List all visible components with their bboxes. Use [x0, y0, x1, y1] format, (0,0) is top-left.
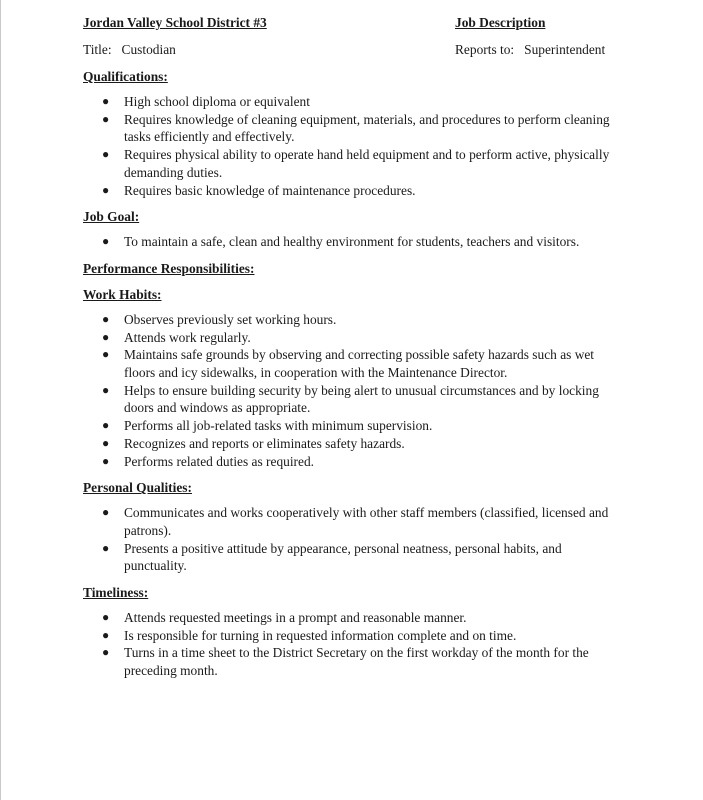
- bullet-icon: ●: [102, 347, 110, 362]
- list-item: ● Performs all job-related tasks with minimum supervision.: [102, 418, 433, 434]
- qualifications-heading: Qualifications:: [83, 69, 168, 84]
- page-edge: [0, 0, 1, 800]
- bullet-icon: ●: [102, 147, 110, 162]
- qualifications-list: [83, 93, 643, 199]
- reports-to: [455, 40, 605, 60]
- timeliness-heading: Timeliness:: [83, 585, 149, 601]
- bullet-icon: ●: [102, 645, 110, 660]
- list-item: ● Recognizes and reports or eliminates safety hazards.: [102, 435, 405, 451]
- list-item: ● Requires basic knowledge of maintenance procedures.: [102, 182, 416, 198]
- timeliness-list: [83, 609, 643, 680]
- bullet-icon: ●: [102, 627, 110, 642]
- document-type: Job Description: [455, 15, 546, 30]
- work-habits-list: [83, 311, 643, 470]
- list-item: ● To maintain a safe, clean and healthy environment for students, teachers and visitors.: [102, 234, 580, 250]
- reports-label: Reports to:: [455, 42, 515, 57]
- work-habits-heading: Work Habits:: [83, 286, 162, 302]
- list-item: ● Communicates and works cooperatively with other staff members (classified, licensed and patrons).: [102, 505, 609, 538]
- list-item: ● Attends requested meetings in a prompt and reasonable manner.: [102, 610, 467, 626]
- title-row: [83, 40, 643, 60]
- bullet-icon: ●: [102, 453, 110, 468]
- bullet-icon: ●: [102, 94, 110, 108]
- bullet-icon: ●: [102, 540, 110, 555]
- list-item: ● High school diploma or equivalent: [102, 94, 310, 109]
- bullet-icon: ●: [102, 111, 110, 126]
- bullet-icon: ●: [102, 435, 110, 450]
- document-page: [83, 13, 643, 680]
- list-item: ● Attends work regularly.: [102, 329, 251, 345]
- bullet-icon: ●: [102, 610, 110, 625]
- list-item: ● Requires knowledge of cleaning equipment, materials, and procedures to perform cleaning tasks efficiently and effectively.: [102, 111, 610, 145]
- title-label: Title:: [83, 42, 112, 57]
- list-item: ● Performs related duties as required.: [102, 453, 315, 469]
- job-goal-list: [83, 233, 643, 251]
- personal-qualities-list: [83, 504, 643, 575]
- district-name: Jordan Valley School District #3: [83, 15, 267, 30]
- job-goal-heading: Job Goal:: [83, 209, 140, 225]
- bullet-icon: ●: [102, 382, 110, 397]
- bullet-icon: ●: [102, 182, 110, 197]
- list-item: ● Presents a positive attitude by appearance, personal neatness, personal habits, and punctuality.: [102, 540, 562, 574]
- bullet-icon: ●: [102, 234, 110, 249]
- list-item: ● Requires physical ability to operate hand held equipment and to perform active, physically demanding duties.: [102, 147, 610, 180]
- list-item: ● Helps to ensure building security by being alert to unusual circumstances and by locking doors and windows as appropriate.: [102, 382, 599, 416]
- reports-value: Superintendent: [524, 42, 606, 57]
- job-title: [83, 40, 176, 60]
- bullet-icon: ●: [102, 311, 110, 326]
- bullet-icon: ●: [102, 505, 110, 520]
- list-item: ● Observes previously set working hours.: [102, 311, 337, 327]
- bullet-icon: ●: [102, 329, 110, 344]
- list-item: ● Maintains safe grounds by observing and correcting possible safety hazards such as wet floors and icy sidewalks, in cooperation with the Maintenance Director.: [102, 347, 595, 381]
- list-item: ● Turns in a time sheet to the District Secretary on the first workday of the month for the preceding month.: [102, 645, 589, 679]
- title-value: Custodian: [121, 42, 176, 57]
- personal-qualities-heading: Personal Qualities:: [83, 480, 192, 496]
- performance-heading: Performance Responsibilities:: [83, 260, 255, 276]
- document-header: [83, 13, 643, 33]
- bullet-icon: ●: [102, 418, 110, 433]
- list-item: ● Is responsible for turning in requested information complete and on time.: [102, 627, 517, 643]
